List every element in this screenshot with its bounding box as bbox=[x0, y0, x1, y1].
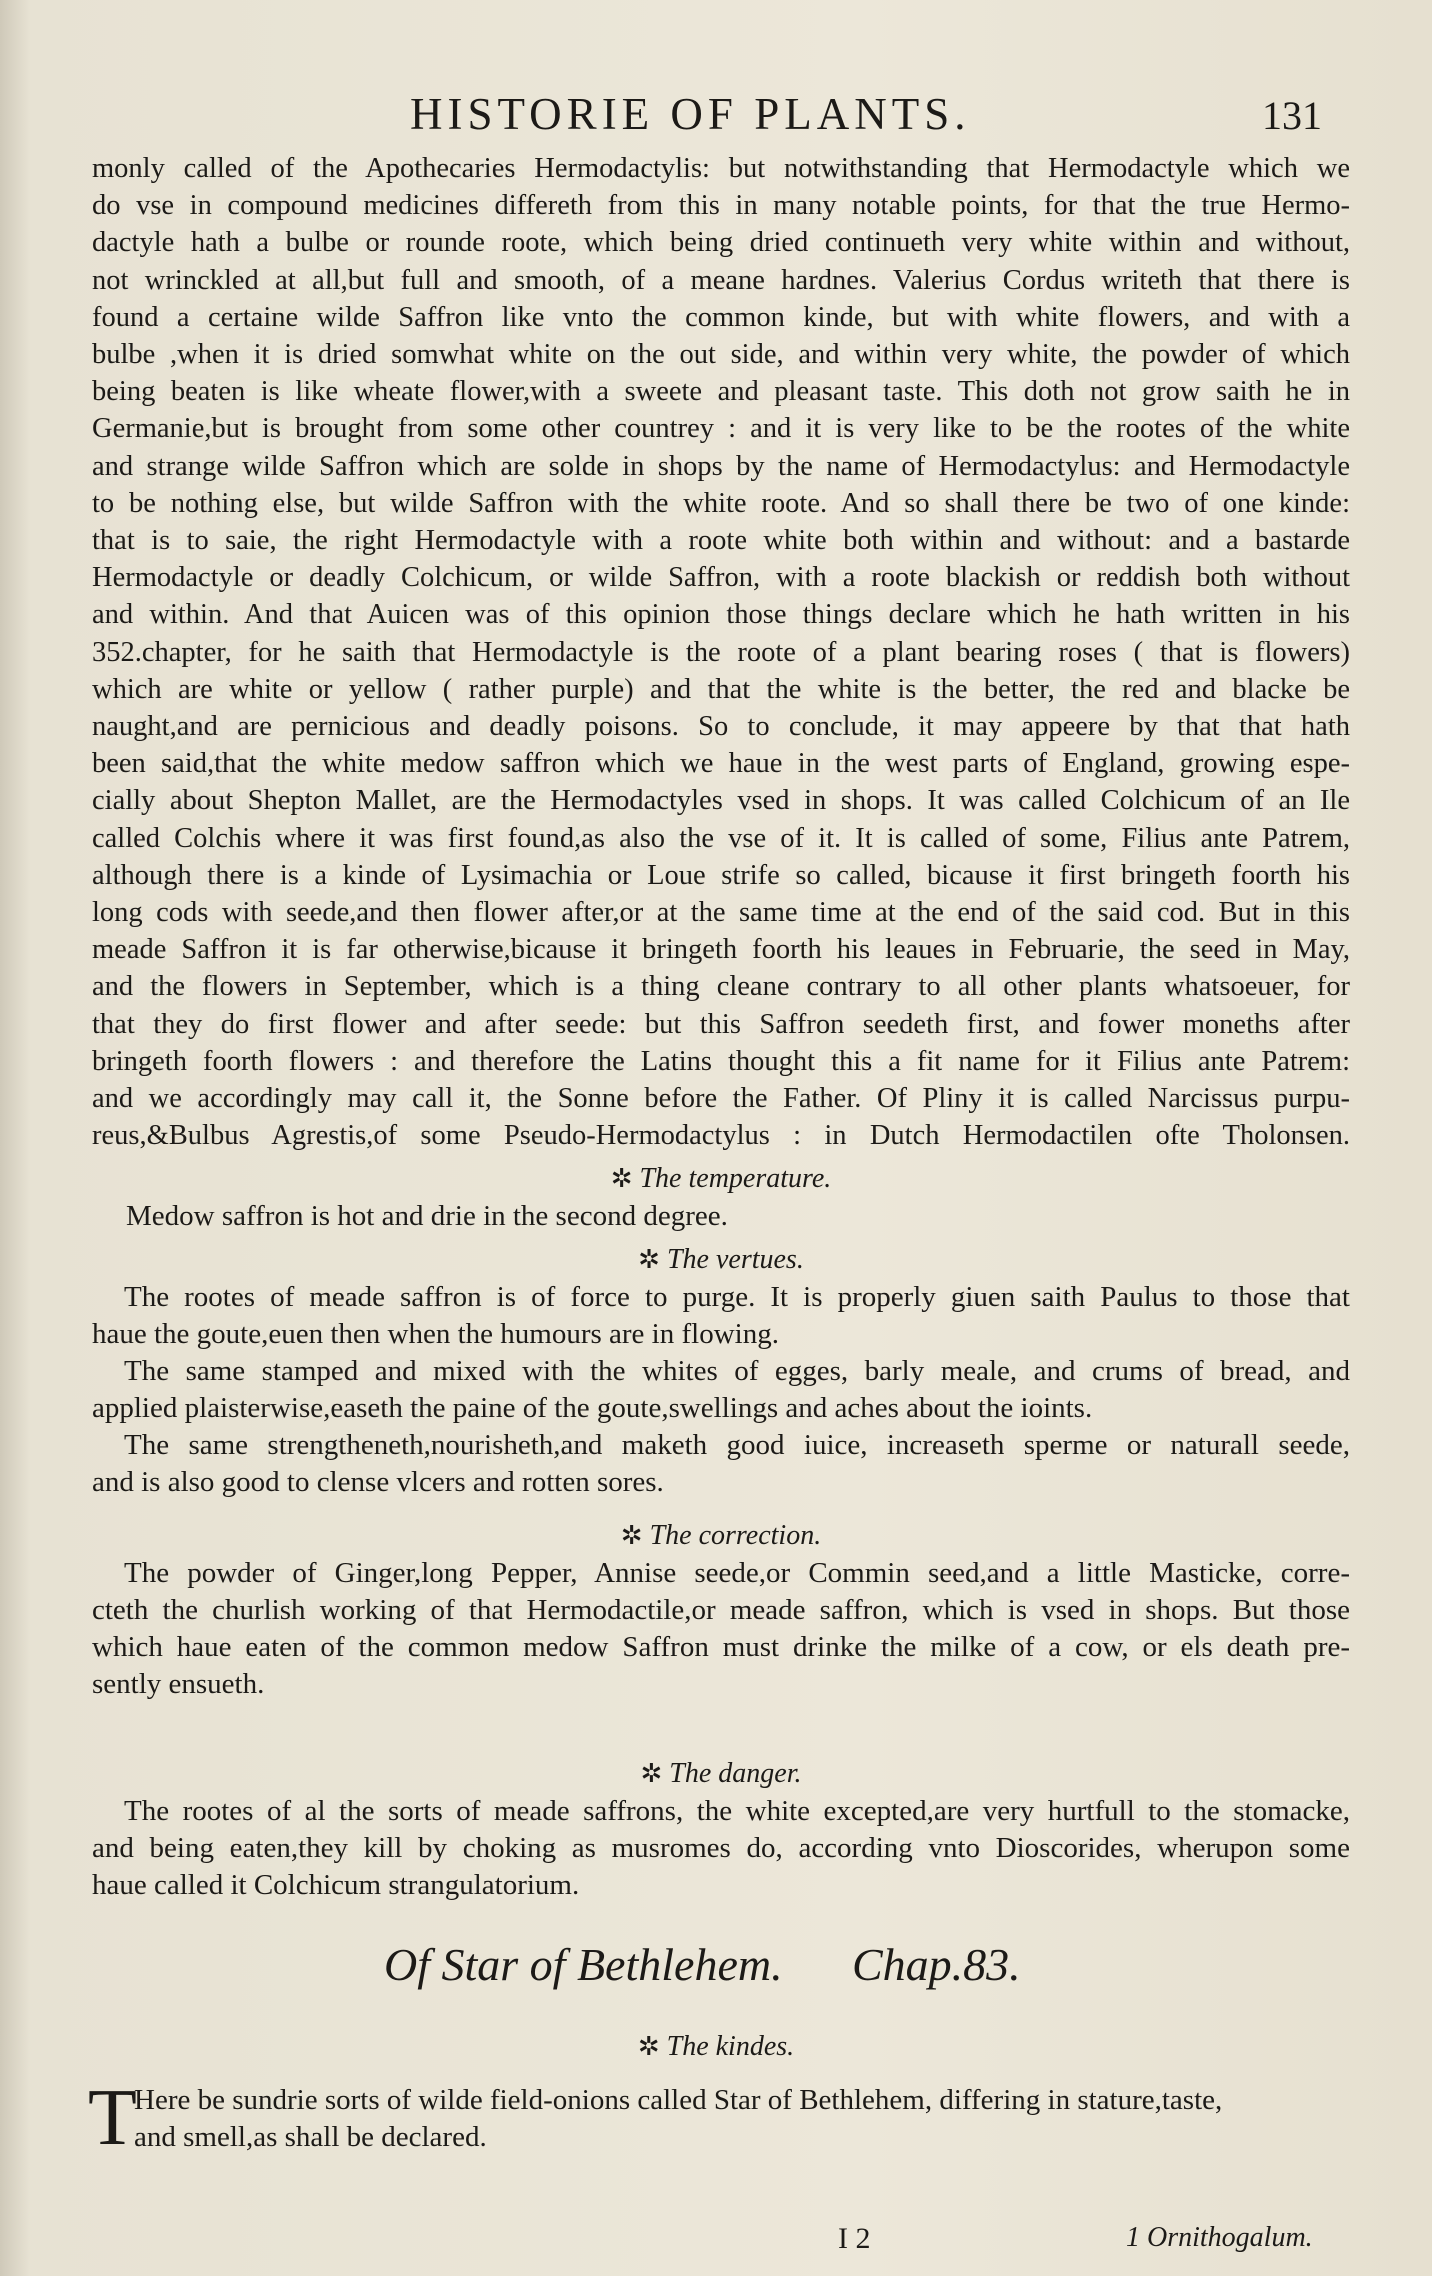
text-line: The rootes of al the sorts of meade saffrons, the white excepted,are very hurtfull to the stomacke, bbox=[124, 1795, 1350, 1828]
page-footer bbox=[0, 2222, 1432, 2262]
heading-text: The vertues. bbox=[666, 1244, 804, 1276]
text-line: and we accordingly may call it, the Sonne before the Father. Of Pliny it is called Narcissus purpu- bbox=[92, 1083, 1350, 1115]
text-line: long cods with seede,and then flower after,or at the same time at the end of the said cod. But in this bbox=[92, 897, 1350, 929]
text-line: The rootes of meade saffron is of force to purge. It is properly giuen saith Paulus to those that bbox=[124, 1281, 1350, 1314]
text-line: Medow saffron is hot and drie in the second degree. bbox=[126, 1200, 728, 1233]
text-line: do vse in compound medicines differeth from this in many notable points, for that the true Hermo- bbox=[92, 190, 1350, 222]
running-title: HISTORIE OF PLANTS. bbox=[410, 89, 971, 139]
text-line: and being eaten,they kill by choking as musromes do, according vnto Dioscorides, wherupon some bbox=[92, 1832, 1350, 1865]
text-line: which haue eaten of the common medow Saffron must drinke the milke of a cow, or els death pre- bbox=[92, 1631, 1350, 1664]
asterism-icon: ✲ bbox=[620, 1521, 643, 1551]
text-line: and strange wilde Saffron which are solde in shops by the name of Hermodactylus: and Hermodactyle bbox=[92, 450, 1350, 482]
text-line: and is also good to clense vlcers and rotten sores. bbox=[92, 1466, 664, 1499]
text-line: The same strengtheneth,nourisheth,and maketh good iuice, increaseth sperme or naturall seede, bbox=[124, 1429, 1350, 1462]
text-line: The same stamped and mixed with the whites of egges, barly meale, and crums of bread, and bbox=[124, 1355, 1350, 1388]
text-line: The powder of Ginger,long Pepper, Annise seede,or Commin seed,and a little Masticke, corre- bbox=[124, 1557, 1350, 1590]
asterism-icon: ✲ bbox=[640, 1759, 663, 1789]
chapter-opening bbox=[88, 2074, 1346, 2162]
main-text bbox=[92, 150, 1350, 1904]
text-line: sently ensueth. bbox=[92, 1668, 265, 1701]
chapter-number: Chap.83. bbox=[852, 1939, 1021, 1990]
section-heading-vertues bbox=[92, 1241, 1350, 1279]
text-line: been said,that the white medow saffron which we haue in the west parts of England, growing espe- bbox=[92, 748, 1350, 780]
text-line: and smell,as shall be declared. bbox=[134, 2121, 487, 2153]
text-line: called Colchis where it was first found,as also the vse of it. It is called of some, Filius ante Patrem, bbox=[92, 822, 1350, 854]
text-line: dactyle hath a bulbe or rounde roote, which being dried continueth very white within and without, bbox=[92, 227, 1350, 259]
heading-text: The temperature. bbox=[639, 1163, 832, 1195]
text-line: and the flowers in September, which is a thing cleane contrary to all other plants whatsoeuer, for bbox=[92, 971, 1350, 1003]
text-line: being beaten is like wheate flower,with a sweete and pleasant taste. This doth not grow saith he in bbox=[92, 376, 1350, 408]
text-line: haue the goute,euen then when the humours are in flowing. bbox=[92, 1318, 779, 1351]
heading-text: The danger. bbox=[669, 1758, 802, 1790]
catchword: 1 Ornithogalum. bbox=[1126, 2222, 1313, 2253]
text-line: applied plaisterwise,easeth the paine of the goute,swellings and aches about the ioints. bbox=[92, 1392, 1093, 1425]
text-line: 352.chapter, for he saith that Hermodactyle is the roote of a plant bearing roses ( that is flowers) bbox=[92, 636, 1350, 668]
text-line: that they do first flower and after seede: but this Saffron seedeth first, and fower moneths after bbox=[92, 1008, 1350, 1040]
asterism-icon: ✲ bbox=[637, 2032, 660, 2061]
spacer bbox=[92, 1703, 1350, 1755]
chapter-title bbox=[0, 1938, 1432, 2008]
text-line: bringeth foorth flowers : and therefore the Latins thought this a fit name for it Filius ante Patrem: bbox=[92, 1045, 1350, 1077]
running-head bbox=[0, 88, 1432, 148]
text-line: found a certaine wilde Saffron like vnto the common kinde, but with white flowers, and with a bbox=[92, 301, 1350, 333]
text-line: Here be sundrie sorts of wilde field-onions called Star of Bethlehem, differing in stature,taste, bbox=[134, 2084, 1223, 2116]
spacer bbox=[92, 1501, 1350, 1517]
asterism-icon: ✲ bbox=[638, 1245, 660, 1275]
text-line: monly called of the Apothecaries Hermodactylis: but notwithstanding that Hermodactyle which we bbox=[92, 153, 1350, 184]
text-line: Hermodactyle or deadly Colchicum, or wilde Saffron, with a roote blackish or reddish both without bbox=[92, 562, 1350, 594]
section-heading-danger bbox=[92, 1755, 1350, 1793]
chapter-name: Of Star of Bethlehem. bbox=[384, 1939, 783, 1990]
text-line: Germanie,but is brought from some other countrey : and it is very like to be the rootes of the white bbox=[92, 413, 1350, 445]
text-line: and within. And that Auicen was of this opinion those things declare which he hath written in his bbox=[92, 599, 1350, 631]
page-number: 131 bbox=[1262, 93, 1322, 138]
asterism-icon: ✲ bbox=[610, 1164, 633, 1194]
text-line: cteth the churlish working of that Hermodactile,or meade saffron, which is vsed in shops. But those bbox=[92, 1594, 1350, 1627]
text-line: bulbe ,when it is dried somwhat white on the out side, and within very white, the powder of which bbox=[92, 339, 1350, 371]
text-line: cially about Shepton Mallet, are the Hermodactyles vsed in shops. It was called Colchicum of an Ile bbox=[92, 785, 1350, 817]
section-heading-kindes bbox=[0, 2028, 1432, 2066]
heading-text: The correction. bbox=[649, 1520, 822, 1552]
text-line: that is to saie, the right Hermodactyle with a roote white both within and without: and a bastarde bbox=[92, 525, 1350, 557]
section-heading-temperature bbox=[92, 1160, 1350, 1198]
section-heading-correction bbox=[92, 1517, 1350, 1555]
text-line: reus,&Bulbus Agrestis,of some Pseudo-Hermodactylus : in Dutch Hermodactilen ofte Tholonsen. bbox=[92, 1120, 1350, 1152]
text-line: meade Saffron it is far otherwise,bicause it bringeth foorth his leaues in Februarie, the seed in May, bbox=[92, 934, 1350, 966]
text-line: although there is a kinde of Lysimachia or Loue strife so called, bicause it first bringeth foorth his bbox=[92, 859, 1350, 891]
text-line: not wrinckled at all,but full and smooth, of a meane hardnes. Valerius Cordus writeth that there is bbox=[92, 264, 1350, 296]
heading-text: The kindes. bbox=[666, 2031, 795, 2062]
drop-cap: T bbox=[88, 2074, 137, 2162]
text-line: haue called it Colchicum strangulatorium. bbox=[92, 1869, 580, 1902]
text-line: to be nothing else, but wilde Saffron with the white roote. And so shall there be two of one kinde: bbox=[92, 487, 1350, 519]
text-line: which are white or yellow ( rather purple) and that the white is the better, the red and blacke be bbox=[92, 673, 1350, 705]
signature-mark: I 2 bbox=[838, 2222, 871, 2255]
text-line: naught,and are pernicious and deadly poisons. So to conclude, it may appeere by that that hath bbox=[92, 711, 1350, 743]
